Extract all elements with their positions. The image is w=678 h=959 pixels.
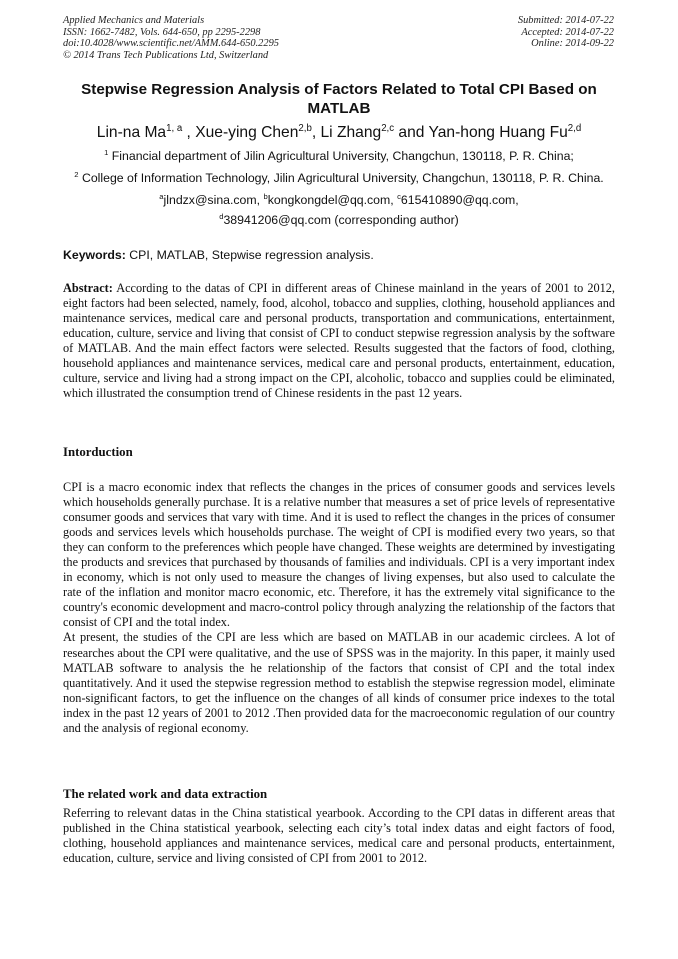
abstract-text: According to the datas of CPI in different areas of Chinese mainland in the years of 2001 to 2012, eight factors had been selected, namely, food, alcohol, tobacco and supplies, clothing, household appliances and maintenance services, medical care and personal products, transportation and communications, entertainment, education, culture, service and living that consist of CPI to conduct stepwise regression analysis by the software of MATLAB. And the main effect factors were selected. Results suggested that the factors of food, clothing, household appliances and maintenance services, medical care and personal products, entertainment, education, culture, service and living had a strong impact on the CPI, alcoholic, tobacco and supplies could be eliminated, which illustrated the consumption trend of Chinese residents in the past 12 years. [63, 281, 615, 401]
email-c: 615410890@qq.com, [400, 193, 519, 207]
journal-copyright: © 2014 Trans Tech Publications Ltd, Switzerland [63, 50, 269, 62]
accepted-date: Accepted: 2014-07-22 [521, 26, 614, 38]
affiliation-text: College of Information Technology, Jilin Agricultural University, Changchun, 130118, P. R. China. [81, 171, 604, 185]
abstract [63, 281, 615, 401]
journal-name: Applied Mechanics and Materials [63, 15, 205, 26]
journal-doi: doi:10.4028/www.scientific.net/AMM.644-650.2295 [63, 38, 279, 50]
paragraph: At present, the studies of the CPI are less which are based on MATLAB in our academic circlees. A lot of researches about the CPI were qualitative, and the use of SPSS was in the majority. In this paper, it mainly used MATLAB software to analysis the he relationship of the factors that consist of CPI and the total index quantitatively. And it used the stepwise regression method to establish the stepwise regression model, eliminate non-significant factors, to get the influence on the changes of all kinds of consumer price indexes to the total index in the past 12 years of 2001 to 2012 .Then provided data for the macroeconomic regulation of our country and the analysis of regional economy. [63, 630, 615, 735]
author-name: Yan-hong Huang Fu [428, 124, 568, 141]
section-heading-related-work: The related work and data extraction [63, 787, 268, 801]
affiliation-1 [20, 149, 658, 164]
email-line-1 [20, 193, 658, 208]
author-separator: , [311, 124, 321, 141]
submission-dates [518, 15, 614, 50]
author-name: Li Zhang [320, 124, 382, 141]
online-date: Online: 2014-09-22 [531, 38, 614, 50]
email-sup: d [219, 211, 224, 221]
related-work-body [63, 806, 615, 866]
abstract-label: Abstract: [63, 281, 113, 295]
author-affil-sup: 2,c [381, 122, 395, 134]
email-sup: b [263, 191, 268, 201]
email-d: 38941206@qq.com (corresponding author) [223, 213, 459, 227]
section-heading-introduction: Intorduction [63, 445, 133, 459]
affiliation-sup: 1 [104, 147, 109, 157]
affiliation-sup: 2 [74, 169, 79, 179]
email-sup: c [397, 191, 401, 201]
email-b: kongkongdel@qq.com, [267, 193, 398, 207]
author-name: Lin-na Ma [96, 124, 167, 141]
email-line-2 [20, 213, 658, 228]
author-affil-sup: 2,d [567, 122, 582, 134]
affiliation-2 [20, 171, 658, 186]
keywords-label: Keywords: [63, 248, 126, 262]
submitted-date: Submitted: 2014-07-22 [517, 15, 614, 26]
author-affil-sup: 1, a [166, 122, 183, 134]
author-list [20, 123, 658, 142]
keywords [63, 248, 615, 263]
author-separator: and [394, 124, 429, 141]
affiliation-text: Financial department of Jilin Agricultural University, Changchun, 130118, P. R. China; [111, 149, 574, 163]
email-sup: a [159, 191, 164, 201]
introduction-body [63, 480, 615, 736]
email-a: jlndzx@sina.com, [163, 193, 264, 207]
author-affil-sup: 2,b [298, 122, 312, 134]
journal-issn: ISSN: 1662-7482, Vols. 644-650, pp 2295-2298 [63, 26, 261, 38]
author-separator: , [182, 124, 196, 141]
keywords-text: CPI, MATLAB, Stepwise regression analysis. [129, 248, 374, 262]
paragraph: Referring to relevant datas in the China statistical yearbook. According to the CPI datas in different areas that published in the China statistical yearbook, selecting each city’s total index datas and eight factors of food, clothing, household appliances and maintenance services, medical care and personal products, entertainment, education, culture, service and living consisted of CPI from 2001 to 2012. [63, 806, 615, 866]
author-name: Xue-ying Chen [195, 124, 299, 141]
paper-title: Stepwise Regression Analysis of Factors Related to Total CPI Based on MATLAB [81, 81, 597, 117]
journal-info [63, 15, 279, 62]
paragraph: CPI is a macro economic index that reflects the changes in the prices of consumer goods and services levels which households generally purchase. It is a relative number that measures a set of price levels of representative consumer goods and services that vary with time. And it is used to reflect the changes in the prices of consumer goods and services levels which households purchase. The weight of CPI is modified every two years, so that they can conform to the preferences which people have changed. These weights are determined by investigating the products and srevices that purchased by thousands of families and individuals. CPI is a very important index in economy, which is not only used to measure the changes of living expenses, but also used to calculate the rate of the inflation and monitor macro economic, etc. Therefore, it has the extremely vital significance to the country's economic development and macro-control policy through analyzing the relationship of the factors that consist of CPI and the total index. [63, 480, 615, 630]
